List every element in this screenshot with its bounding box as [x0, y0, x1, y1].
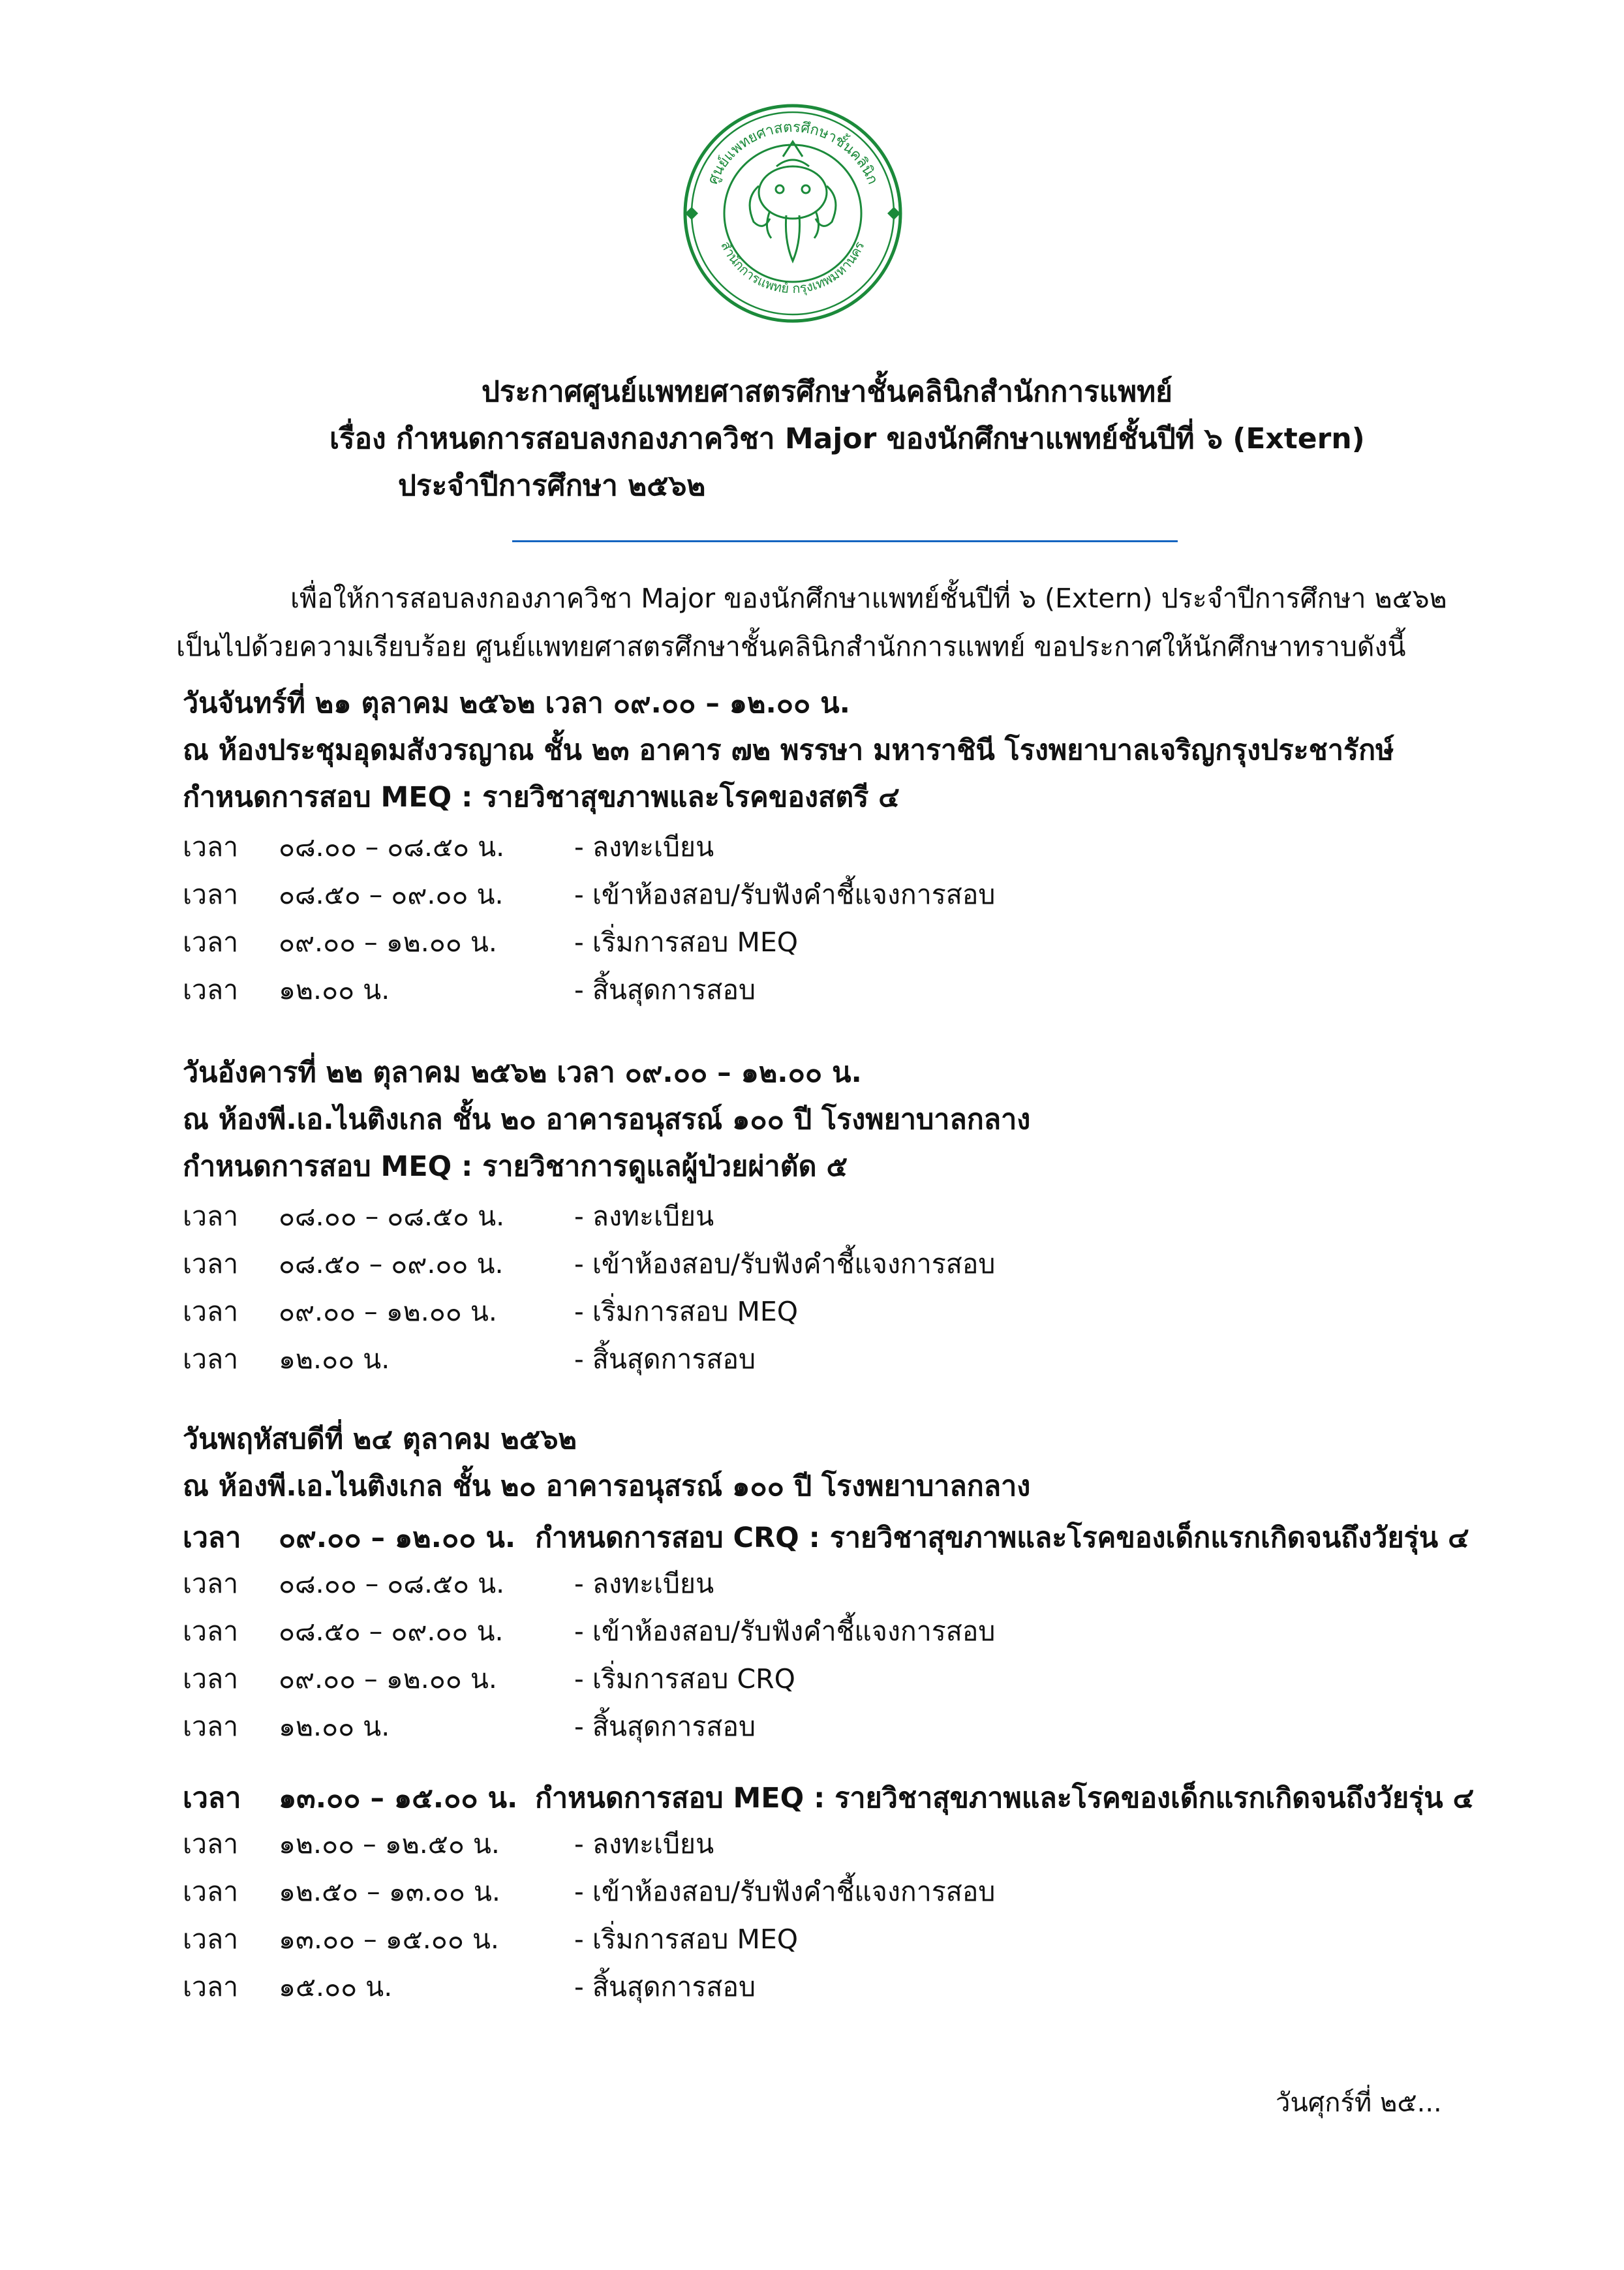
header-divider	[512, 540, 1178, 542]
clinical-center-seal-logo	[672, 101, 913, 326]
schedule-row: เวลา ๐๘.๕๐ – ๐๙.๐๐ น. - เข้าห้องสอบ/รับฟังคำชี้แจงการสอบ	[183, 879, 996, 910]
day-2-exam: กำหนดการสอบ MEQ : รายวิชาการดูแลผู้ป่วยผ่าตัด ๕	[183, 1150, 848, 1183]
day-1-venue: ณ ห้องประชุมอุดมสังวรญาณ ชั้น ๒๓ อาคาร ๗๒ พรรษา มหาราชินี โรงพยาบาลเจริญกรุงประชารักษ์	[183, 734, 1394, 767]
schedule-row: เวลา ๑๓.๐๐ – ๑๕.๐๐ น. - เริ่มการสอบ MEQ	[183, 1924, 799, 1955]
schedule-row: เวลา ๑๒.๐๐ น. - สิ้นสุดการสอบ	[183, 974, 756, 1005]
schedule-row: เวลา ๐๘.๐๐ – ๐๘.๕๐ น. - ลงทะเบียน	[183, 831, 714, 863]
schedule-row: เวลา ๐๘.๕๐ – ๐๙.๐๐ น. - เข้าห้องสอบ/รับฟังคำชี้แจงการสอบ	[183, 1248, 996, 1280]
schedule-row: เวลา ๑๒.๕๐ – ๑๓.๐๐ น. - เข้าห้องสอบ/รับฟังคำชี้แจงการสอบ	[183, 1876, 996, 1907]
intro-line-1: เพื่อให้การสอบลงกองภาควิชา Major ของนักศึกษาแพทย์ชั้นปีที่ ๖ (Extern) ประจำปีการศึกษา ๒๕๖๒	[290, 583, 1447, 614]
intro-line-2: เป็นไปด้วยความเรียบร้อย ศูนย์แพทยศาสตรศึกษาชั้นคลินิกสำนักการแพทย์ ขอประกาศให้นักศึกษาทราบดังนี้	[176, 631, 1406, 662]
day-3-date: วันพฤหัสบดีที่ ๒๔ ตุลาคม ๒๕๖๒	[183, 1423, 577, 1456]
schedule-row: เวลา ๑๕.๐๐ น. - สิ้นสุดการสอบ	[183, 1971, 756, 2002]
schedule-row: เวลา ๐๙.๐๐ – ๑๒.๐๐ น. - เริ่มการสอบ MEQ	[183, 1296, 799, 1327]
day-3-session-2-header: เวลา ๑๓.๐๐ – ๑๕.๐๐ น. กำหนดการสอบ MEQ : รายวิชาสุขภาพและโรคของเด็กแรกเกิดจนถึงวัยรุ่น ๔	[183, 1782, 1475, 1815]
announcement-academic-year: ประจำปีการศึกษา ๒๕๖๒	[398, 469, 706, 502]
seal-top-text: ศูนย์แพทยศาสตรศึกษาชั้นคลินิก	[705, 119, 881, 187]
schedule-row: เวลา ๐๙.๐๐ – ๑๒.๐๐ น. - เริ่มการสอบ CRQ	[183, 1663, 795, 1695]
schedule-day-2	[183, 1049, 1488, 1381]
day-2-venue: ณ ห้องพี.เอ.ไนติงเกล ชั้น ๒๐ อาคารอนุสรณ์ ๑๐๐ ปี โรงพยาบาลกลาง	[183, 1103, 1031, 1136]
day-3-venue: ณ ห้องพี.เอ.ไนติงเกล ชั้น ๒๐ อาคารอนุสรณ์ ๑๐๐ ปี โรงพยาบาลกลาง	[183, 1470, 1031, 1503]
day-1-date: วันจันทร์ที่ ๒๑ ตุลาคม ๒๕๖๒ เวลา ๐๙.๐๐ – ๑๒.๐๐ น.	[183, 687, 850, 720]
day-3-session-1-header: เวลา ๐๙.๐๐ – ๑๒.๐๐ น. กำหนดการสอบ CRQ : รายวิชาสุขภาพและโรคของเด็กแรกเกิดจนถึงวัยรุ่น ๔	[183, 1522, 1469, 1554]
seal-bottom-text: สำนักการแพทย์ กรุงเทพมหานคร	[718, 238, 868, 297]
page-continuation-note: วันศุกร์ที่ ๒๕...	[1276, 2088, 1442, 2118]
schedule-day-3	[183, 1416, 1488, 2008]
schedule-row: เวลา ๑๒.๐๐ น. - สิ้นสุดการสอบ	[183, 1711, 756, 1742]
schedule-row: เวลา ๐๙.๐๐ – ๑๒.๐๐ น. - เริ่มการสอบ MEQ	[183, 927, 799, 958]
announcement-title: ประกาศศูนย์แพทยศาสตรศึกษาชั้นคลินิกสำนักการแพทย์	[482, 375, 1172, 408]
schedule-row: เวลา ๑๒.๐๐ น. - สิ้นสุดการสอบ	[183, 1343, 756, 1375]
intro-paragraph	[176, 574, 1481, 671]
schedule-row: เวลา ๑๒.๐๐ – ๑๒.๕๐ น. - ลงทะเบียน	[183, 1828, 714, 1860]
schedule-row: เวลา ๐๘.๐๐ – ๐๘.๕๐ น. - ลงทะเบียน	[183, 1201, 714, 1232]
day-2-date: วันอังคารที่ ๒๒ ตุลาคม ๒๕๖๒ เวลา ๐๙.๐๐ – ๑๒.๐๐ น.	[183, 1056, 862, 1089]
schedule-day-1	[183, 680, 1488, 1011]
announcement-subject: เรื่อง กำหนดการสอบลงกองภาควิชา Major ของนักศึกษาแพทย์ชั้นปีที่ ๖ (Extern)	[329, 422, 1365, 455]
day-1-exam: กำหนดการสอบ MEQ : รายวิชาสุขภาพและโรคของสตรี ๔	[183, 781, 900, 814]
schedule-row: เวลา ๐๘.๐๐ – ๐๘.๕๐ น. - ลงทะเบียน	[183, 1568, 714, 1599]
schedule-row: เวลา ๐๘.๕๐ – ๐๙.๐๐ น. - เข้าห้องสอบ/รับฟังคำชี้แจงการสอบ	[183, 1616, 996, 1647]
